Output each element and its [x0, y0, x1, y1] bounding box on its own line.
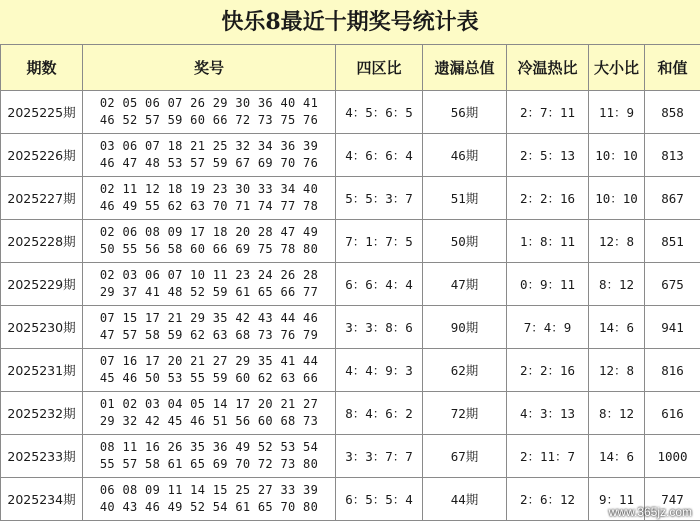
period-cell: 2025230期 — [1, 306, 83, 349]
numbers-line2: 47 57 58 59 62 63 68 73 76 79 — [99, 328, 319, 342]
header-omission: 遗漏总值 — [423, 45, 507, 91]
temp-ratio-cell: 2：2：16 — [507, 177, 589, 220]
numbers-line1: 03 06 07 18 21 25 32 34 36 39 — [99, 139, 319, 153]
table-row — [1, 306, 700, 349]
numbers-cell — [83, 392, 336, 435]
size-ratio-cell: 10：10 — [589, 134, 645, 177]
temp-ratio-cell: 4：3：13 — [507, 392, 589, 435]
header-row — [1, 45, 700, 91]
header-size-ratio: 大小比 — [589, 45, 645, 91]
header-sum: 和值 — [645, 45, 700, 91]
period-cell: 2025229期 — [1, 263, 83, 306]
zone-ratio-cell: 5：5：3：7 — [336, 177, 423, 220]
size-ratio-cell: 12：8 — [589, 220, 645, 263]
sum-cell: 851 — [645, 220, 700, 263]
table-row — [1, 134, 700, 177]
numbers-line1: 08 11 16 26 35 36 49 52 53 54 — [99, 440, 319, 454]
numbers-cell — [83, 263, 336, 306]
numbers-line1: 02 06 08 09 17 18 20 28 47 49 — [99, 225, 319, 239]
numbers-line2: 46 49 55 62 63 70 71 74 77 78 — [99, 199, 319, 213]
period-cell: 2025225期 — [1, 91, 83, 134]
header-period: 期数 — [1, 45, 83, 91]
sum-cell: 1000 — [645, 435, 700, 478]
size-ratio-cell: 14：6 — [589, 435, 645, 478]
numbers-line2: 46 47 48 53 57 59 67 69 70 76 — [99, 156, 319, 170]
omission-cell: 72期 — [423, 392, 507, 435]
temp-ratio-cell: 2：6：12 — [507, 478, 589, 521]
numbers-cell — [83, 478, 336, 521]
watermark-text: www.365jz.com — [608, 505, 692, 519]
sum-cell: 858 — [645, 91, 700, 134]
sum-cell: 941 — [645, 306, 700, 349]
period-cell: 2025226期 — [1, 134, 83, 177]
numbers-line2: 29 37 41 48 52 59 61 65 66 77 — [99, 285, 319, 299]
temp-ratio-cell: 2：7：11 — [507, 91, 589, 134]
size-ratio-cell: 12：8 — [589, 349, 645, 392]
numbers-line1: 07 15 17 21 29 35 42 43 44 46 — [99, 311, 319, 325]
sum-cell: 675 — [645, 263, 700, 306]
temp-ratio-cell: 1：8：11 — [507, 220, 589, 263]
numbers-line1: 02 05 06 07 26 29 30 36 40 41 — [99, 96, 319, 110]
header-numbers: 奖号 — [83, 45, 336, 91]
temp-ratio-cell: 2：2：16 — [507, 349, 589, 392]
size-ratio-cell: 14：6 — [589, 306, 645, 349]
numbers-line2: 50 55 56 58 60 66 69 75 78 80 — [99, 242, 319, 256]
header-zone-ratio: 四区比 — [336, 45, 423, 91]
zone-ratio-cell: 7：1：7：5 — [336, 220, 423, 263]
numbers-line1: 02 03 06 07 10 11 23 24 26 28 — [99, 268, 319, 282]
period-cell: 2025232期 — [1, 392, 83, 435]
zone-ratio-cell: 6：6：4：4 — [336, 263, 423, 306]
table-row — [1, 392, 700, 435]
temp-ratio-cell: 7：4：9 — [507, 306, 589, 349]
size-ratio-cell: 8：12 — [589, 263, 645, 306]
numbers-cell — [83, 349, 336, 392]
zone-ratio-cell: 4：6：6：4 — [336, 134, 423, 177]
temp-ratio-cell: 2：11：7 — [507, 435, 589, 478]
table-row — [1, 220, 700, 263]
numbers-cell — [83, 306, 336, 349]
omission-cell: 67期 — [423, 435, 507, 478]
omission-cell: 47期 — [423, 263, 507, 306]
table-row — [1, 177, 700, 220]
temp-ratio-cell: 0：9：11 — [507, 263, 589, 306]
sum-cell: 867 — [645, 177, 700, 220]
size-ratio-cell: 11：9 — [589, 91, 645, 134]
sum-cell: 747 — [645, 478, 700, 521]
zone-ratio-cell: 8：4：6：2 — [336, 392, 423, 435]
temp-ratio-cell: 2：5：13 — [507, 134, 589, 177]
period-cell: 2025233期 — [1, 435, 83, 478]
numbers-cell — [83, 91, 336, 134]
omission-cell: 62期 — [423, 349, 507, 392]
sum-cell: 813 — [645, 134, 700, 177]
table-row — [1, 91, 700, 134]
size-ratio-cell: 8：12 — [589, 392, 645, 435]
size-ratio-cell: 10：10 — [589, 177, 645, 220]
omission-cell: 44期 — [423, 478, 507, 521]
period-cell: 2025234期 — [1, 478, 83, 521]
numbers-line2: 29 32 42 45 46 51 56 60 68 73 — [99, 414, 319, 428]
zone-ratio-cell: 4：5：6：5 — [336, 91, 423, 134]
numbers-cell — [83, 220, 336, 263]
table-title: 快乐8最近十期奖号统计表 — [0, 0, 700, 44]
numbers-line2: 40 43 46 49 52 54 61 65 70 80 — [99, 500, 319, 514]
numbers-cell — [83, 435, 336, 478]
omission-cell: 90期 — [423, 306, 507, 349]
header-temp-ratio: 冷温热比 — [507, 45, 589, 91]
lottery-stats-table — [0, 44, 700, 521]
numbers-line2: 55 57 58 61 65 69 70 72 73 80 — [99, 457, 319, 471]
zone-ratio-cell: 4：4：9：3 — [336, 349, 423, 392]
size-ratio-cell: 9：11 — [589, 478, 645, 521]
numbers-line2: 45 46 50 53 55 59 60 62 63 66 — [99, 371, 319, 385]
table-row — [1, 435, 700, 478]
numbers-line1: 07 16 17 20 21 27 29 35 41 44 — [99, 354, 319, 368]
period-cell: 2025228期 — [1, 220, 83, 263]
zone-ratio-cell: 3：3：8：6 — [336, 306, 423, 349]
omission-cell: 56期 — [423, 91, 507, 134]
period-cell: 2025231期 — [1, 349, 83, 392]
omission-cell: 46期 — [423, 134, 507, 177]
period-cell: 2025227期 — [1, 177, 83, 220]
table-row — [1, 263, 700, 306]
omission-cell: 50期 — [423, 220, 507, 263]
omission-cell: 51期 — [423, 177, 507, 220]
numbers-line1: 02 11 12 18 19 23 30 33 34 40 — [99, 182, 319, 196]
table-row — [1, 478, 700, 521]
table-row — [1, 349, 700, 392]
zone-ratio-cell: 3：3：7：7 — [336, 435, 423, 478]
numbers-line1: 01 02 03 04 05 14 17 20 21 27 — [99, 397, 319, 411]
numbers-cell — [83, 134, 336, 177]
numbers-cell — [83, 177, 336, 220]
zone-ratio-cell: 6：5：5：4 — [336, 478, 423, 521]
numbers-line2: 46 52 57 59 60 66 72 73 75 76 — [99, 113, 319, 127]
numbers-line1: 06 08 09 11 14 15 25 27 33 39 — [99, 483, 319, 497]
sum-cell: 616 — [645, 392, 700, 435]
sum-cell: 816 — [645, 349, 700, 392]
